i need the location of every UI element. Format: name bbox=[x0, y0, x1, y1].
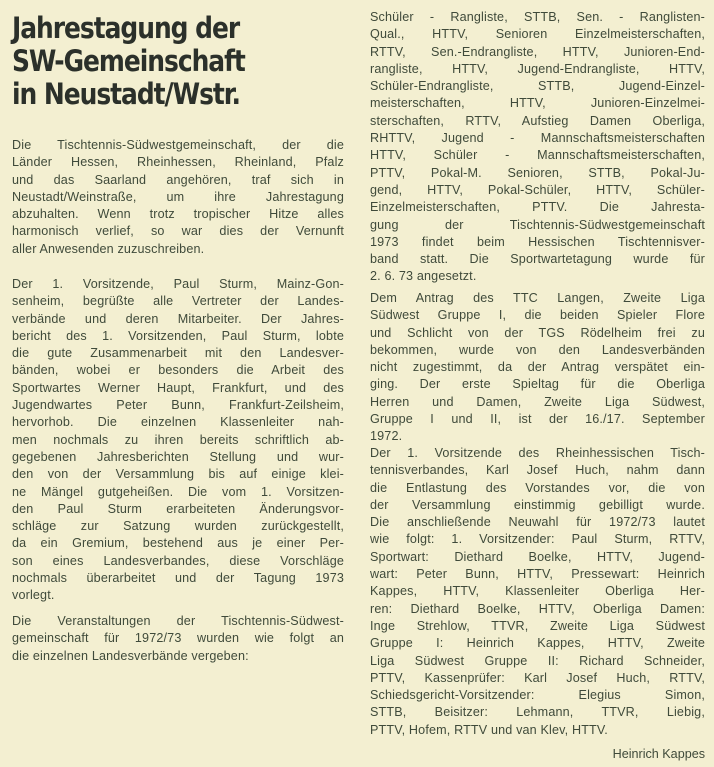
text-line: Sportwart: Diethard Boelke, HTTV, Jugend- bbox=[370, 549, 705, 564]
text-line: Der 1. Vorsitzende des Rheinhessischen Tisch- bbox=[370, 446, 705, 460]
paragraph-chairman-report bbox=[12, 276, 344, 605]
text-line: son eines Landesverbandes, diese Vorschläge bbox=[12, 553, 344, 568]
text-line: und Schlicht von der TGS Rödelheim frei zu bbox=[370, 325, 705, 340]
text-line: und das Saarland angehören, traf sich in bbox=[12, 172, 344, 187]
text-line: vorlegt. bbox=[12, 588, 55, 603]
text-line: Liga Südwest Gruppe II: Richard Schneider, bbox=[370, 653, 705, 668]
text-line: Jugendwartes Peter Bunn, Frankfurt-Zeilsheim, bbox=[12, 398, 344, 413]
text-line: ren: Diethard Boelke, HTTV, Oberliga Damen: bbox=[370, 601, 705, 616]
text-line: gung der Tischtennis-Südwestgemeinschaft bbox=[370, 217, 705, 232]
text-line: STTB, Beisitzer: Lehmann, TTVR, Liebig, bbox=[370, 705, 705, 720]
text-line: senheim, begrüßte alle Vertreter der Landes- bbox=[12, 294, 344, 309]
headline-line: SW-Gemeinschaft bbox=[12, 44, 245, 78]
text-line: den von der Versammlung bis auf einige klei- bbox=[12, 467, 344, 482]
headline bbox=[12, 12, 322, 111]
text-line: Die anschließende Neuwahl für 1972/73 lautet bbox=[370, 515, 705, 530]
text-line: ne Mängel gutgeheißen. Die vom 1. Vorsitzen- bbox=[12, 484, 344, 499]
text-line: 1972. bbox=[370, 429, 403, 444]
text-line: 2. 6. 73 angesetzt. bbox=[370, 269, 477, 284]
text-line: PTTV, Hofem, RTTV und van Klev, HTTV. bbox=[370, 722, 608, 737]
text-line: gend, HTTV, Pokal-Schüler, HTTV, Schüler- bbox=[370, 182, 705, 197]
text-line: verbände und deren Mitarbeiter. Der Jahres- bbox=[12, 311, 344, 326]
text-line: bekommen, wurde von den Landesverbänden bbox=[370, 342, 705, 357]
text-line: Neustadt/Weinstraße, um ihre Jahrestagung bbox=[12, 189, 344, 204]
text-line: bänden, wobei er besonders die Arbeit des bbox=[12, 363, 344, 378]
text-line: gemeinschaft für 1972/73 wurden wie folgt an bbox=[12, 631, 344, 646]
text-line: men nochmals zu ihren bereits schriftlich ab- bbox=[12, 432, 344, 447]
text-line: die einzelnen Landesverbände vergeben: bbox=[12, 648, 249, 663]
paragraph-intro bbox=[12, 137, 344, 258]
text-line: schläge zur Satzung wurden zurückgestellt, bbox=[12, 519, 344, 534]
text-line: abzuhalten. Wenn trotz tropischer Hitze alles bbox=[12, 207, 344, 222]
paragraph-election bbox=[370, 445, 705, 739]
text-line: Gruppe I und II, ist der 16./17. September bbox=[370, 412, 705, 427]
text-line: Die Tischtennis-Südwestgemeinschaft, der die bbox=[12, 138, 344, 152]
text-line: bericht des 1. Vorsitzenden, Paul Sturm, lobte bbox=[12, 328, 344, 343]
text-line: Südwest Gruppe I, die beiden Spieler Flore bbox=[370, 308, 705, 323]
text-line: aller Anwesenden zuzuschreiben. bbox=[12, 241, 205, 256]
text-line: die Entlastung des Vorstandes vor, die von bbox=[370, 480, 705, 495]
text-line: Qual., HTTV, Senioren Einzelmeisterschaften, bbox=[370, 27, 705, 42]
text-line: hervorhob. Die einzelnen Klassenleiter nah- bbox=[12, 415, 344, 430]
text-line: PTTV, Pokal-M. Senioren, STTB, Pokal-Ju- bbox=[370, 165, 705, 180]
text-line: den Paul Sturm erarbeiteten Änderungsvor- bbox=[12, 501, 344, 516]
text-line: Schüler-Endrangliste, STTB, Jugend-Einzel- bbox=[370, 79, 705, 94]
text-line: nicht zugestimmt, da der Antrag verspätet ein- bbox=[370, 360, 705, 375]
text-line: meisterschaften, HTTV, Junioren-Einzelmei- bbox=[370, 96, 705, 111]
text-line: Kappes, HTTV, Klassenleiter Oberliga Her- bbox=[370, 584, 705, 599]
text-line: tennisverbandes, Karl Josef Huch, nahm dann bbox=[370, 463, 705, 478]
text-line: Der 1. Vorsitzende, Paul Sturm, Mainz-Gon- bbox=[12, 277, 344, 291]
text-line: rangliste, HTTV, Jugend-Endrangliste, HTTV, bbox=[370, 61, 705, 76]
headline-line: Jahrestagung der bbox=[12, 11, 240, 45]
text-line: PTTV, Kassenprüfer: Karl Josef Huch, RTTV, bbox=[370, 670, 705, 685]
text-line: Herren und Damen, Zweite Liga Südwest, bbox=[370, 394, 705, 409]
left-column bbox=[12, 0, 344, 663]
text-line: Dem Antrag des TTC Langen, Zweite Liga bbox=[370, 291, 705, 305]
text-line: RTTV, Sen.-Endrangliste, HTTV, Junioren-End- bbox=[370, 44, 705, 59]
author-signature: Heinrich Kappes bbox=[612, 747, 705, 761]
text-line: band statt. Die Sportwartetagung wurde für bbox=[370, 252, 705, 267]
text-line: wie folgt: 1. Vorsitzender: Paul Sturm, RTTV, bbox=[370, 532, 705, 547]
text-line: wart: Peter Bunn, HTTV, Pressewart: Heinrich bbox=[370, 567, 705, 582]
headline-line: in Neustadt/Wstr. bbox=[12, 77, 240, 111]
text-line: Schiedsgericht-Vorsitzender: Elegius Simon, bbox=[370, 688, 705, 703]
paragraph-events-intro bbox=[12, 613, 344, 665]
text-line: Länder Hessen, Rheinhessen, Rheinland, Pfalz bbox=[12, 155, 344, 170]
text-line: HTTV, Schüler - Mannschaftsmeisterschaften, bbox=[370, 148, 705, 163]
text-line: Schüler - Rangliste, STTB, Sen. - Ranglisten- bbox=[370, 10, 705, 24]
text-line: 1973 findet beim Hessischen Tischtennisver- bbox=[370, 234, 705, 249]
text-line: die gute Zusammenarbeit mit den Landesver- bbox=[12, 346, 344, 361]
text-line: der Versammlung einstimmig gebilligt wurde. bbox=[370, 497, 705, 512]
text-line: Sportwartes Werner Haupt, Frankfurt, und des bbox=[12, 380, 344, 395]
text-line: nochmals überarbeitet und der Tagung 1973 bbox=[12, 571, 344, 586]
text-line: ging. Der erste Spieltag für die Oberliga bbox=[370, 377, 705, 392]
text-line: RHTTV, Jugend - Mannschaftsmeisterschaften bbox=[370, 131, 705, 146]
paragraph-events-list bbox=[370, 9, 705, 286]
text-line: sterschaften, RTTV, Aufstieg Damen Oberliga, bbox=[370, 113, 705, 128]
text-line: Einzelmeisterschaften, PTTV. Die Jahresta- bbox=[370, 200, 705, 215]
text-line: Die Veranstaltungen der Tischtennis-Südwest- bbox=[12, 614, 344, 628]
text-line: harmonisch verlief, so war dies der Vernunft bbox=[12, 224, 344, 239]
text-line: da ein Gremium, bestehend aus je einer Per- bbox=[12, 536, 344, 551]
text-line: gegebenen Jahresberichten Stellung und wur- bbox=[12, 449, 344, 464]
text-line: Inge Strehlow, TTVR, Zweite Liga Südwest bbox=[370, 618, 705, 633]
text-line: Gruppe I: Heinrich Kappes, HTTV, Zweite bbox=[370, 636, 705, 651]
paragraph-ttc-langen-request bbox=[370, 290, 705, 446]
